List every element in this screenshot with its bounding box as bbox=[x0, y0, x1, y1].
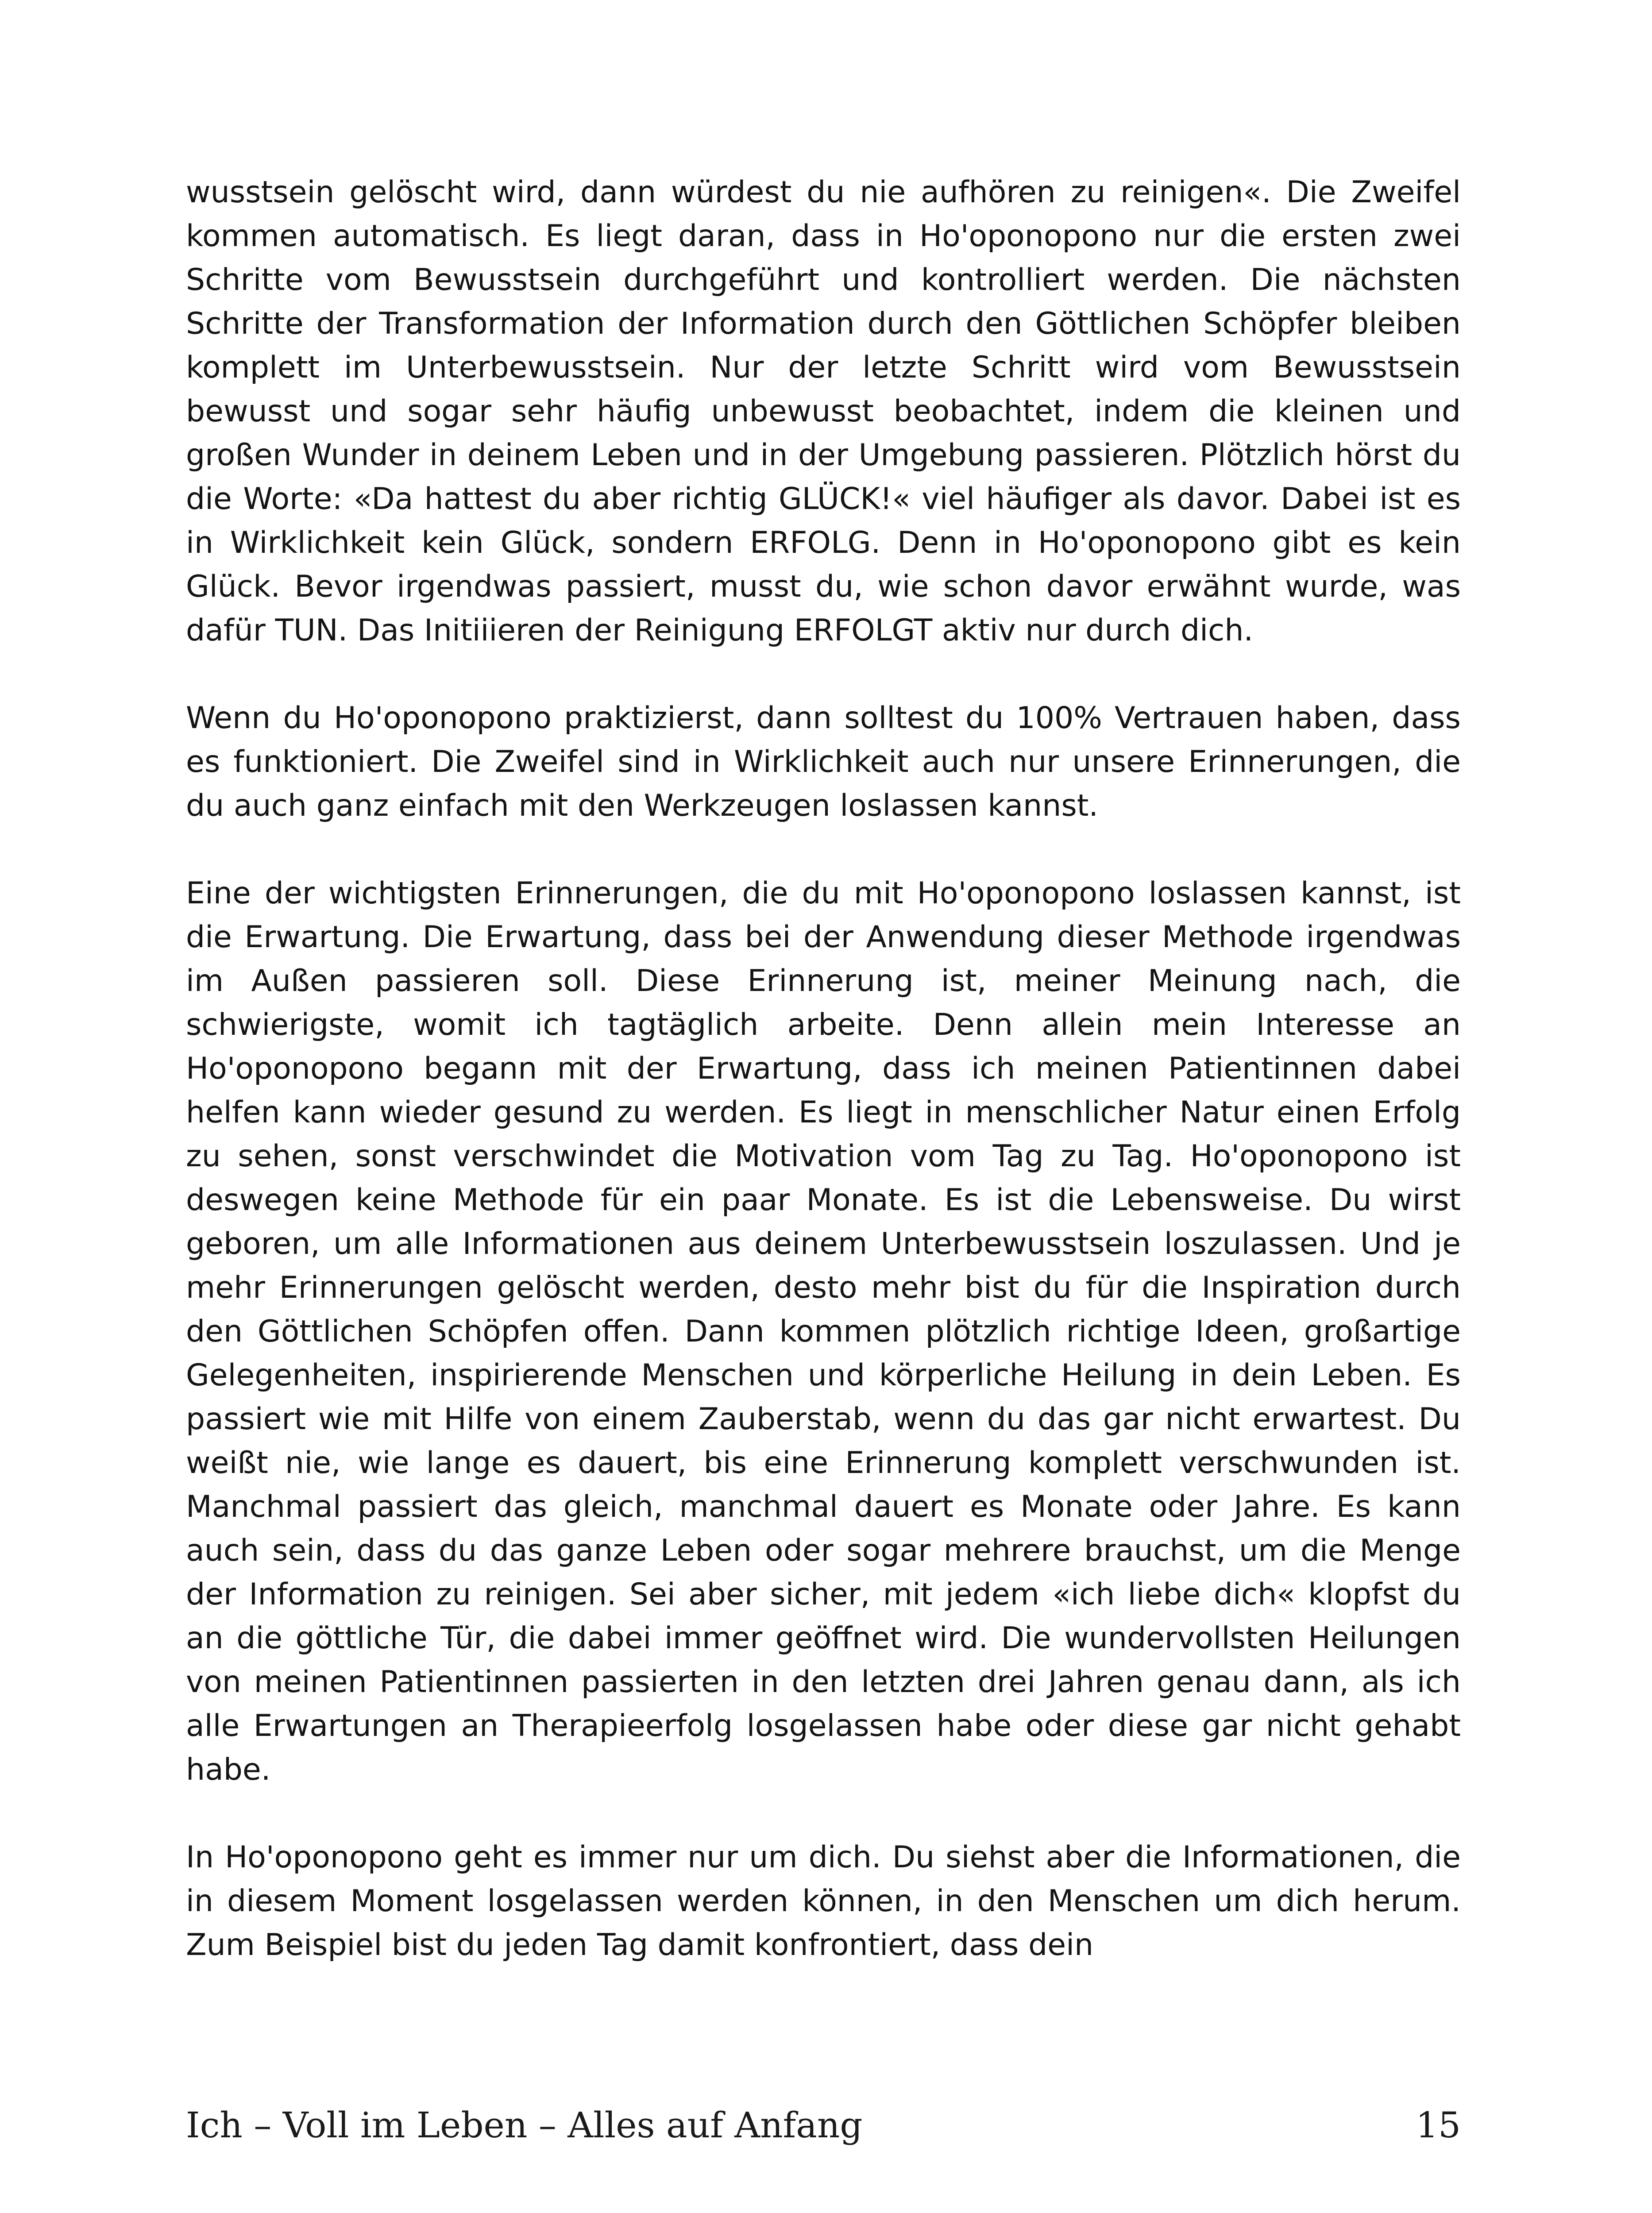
paragraph-4: In Ho'oponopono geht es immer nur um dich. Du siehst aber die Informationen, die in diesem Moment losgelassen werden können, in den Menschen um dich herum. Zum Beispiel bist du jeden Tag damit konfrontiert, dass dein bbox=[186, 1840, 1461, 1962]
paragraph-1: wusstsein gelöscht wird, dann würdest du nie aufhören zu reinigen«. Die Zweifel kommen automatisch. Es liegt daran, dass in Ho'oponopono nur die ersten zwei Schritte vom Bewusstsein durchgeführt und kontrolliert werden. Die nächsten Schritte der Transformation der Information durch den Göttlichen Schöpfer bleiben komplett im Unterbewusstsein. Nur der letzte Schritt wird vom Bewusstsein bewusst und sogar sehr häufig unbewusst beobachtet, indem die kleinen und großen Wunder in deinem Leben und in der Umgebung passieren. Plötzlich hörst du die Worte: «Da hattest du aber richtig GLÜCK!« viel häufiger als davor. Dabei ist es in Wirklichkeit kein Glück, sondern ERFOLG. Denn in Ho'oponopono gibt es kein Glück. Bevor irgendwas passiert, musst du, wie schon davor erwähnt wurde, was dafür TUN. Das Initiiieren der Reinigung ERFOLGT aktiv nur durch dich. bbox=[186, 175, 1461, 648]
paragraph-3: Eine der wichtigsten Erinnerungen, die du mit Ho'oponopono loslassen kannst, ist die Erwartung. Die Erwartung, dass bei der Anwendung dieser Methode irgendwas im Außen passieren soll. Diese Erinnerung ist, meiner Meinung nach, die schwierigste, womit ich tagtäglich arbeite. Denn allein mein Interesse an Ho'oponopono begann mit der Erwartung, dass ich meinen Patientinnen dabei helfen kann wieder gesund zu werden. Es liegt in menschlicher Natur einen Erfolg zu sehen, sonst verschwindet die Motivation vom Tag zu Tag. Ho'oponopono ist deswegen keine Methode für ein paar Monate. Es ist die Lebensweise. Du wirst geboren, um alle Informationen aus deinem Unterbewusstsein loszulassen. Und je mehr Erinnerungen gelöscht werden, desto mehr bist du für die Inspiration durch den Göttlichen Schöpfen offen. Dann kommen plötzlich richtige Ideen, großartige Gelegenheiten, inspirierende Menschen und körperliche Heilung in dein Leben. Es passiert wie mit Hilfe von einem Zauberstab, wenn du das gar nicht erwartest. Du weißt nie, wie lange es dauert, bis eine Erinnerung komplett verschwunden ist. Manchmal passiert das gleich, manchmal dauert es Monate oder Jahre. Es kann auch sein, dass du das ganze Leben oder sogar mehrere brauchst, um die Menge der Information zu reinigen. Sei aber sicher, mit jedem «ich liebe dich« klopfst du an die göttliche Tür, die dabei immer geöffnet wird. Die wundervollsten Heilungen von meinen Patientinnen passierten in den letzten drei Jahren genau dann, als ich alle Erwartungen an Therapieerfolg losgelassen habe oder diese gar nicht gehabt habe. bbox=[186, 876, 1461, 1787]
body-text bbox=[186, 170, 1461, 1967]
paragraph-2: Wenn du Ho'oponopono praktizierst, dann solltest du 100% Vertrauen haben, dass es funktioniert. Die Zweifel sind in Wirklichkeit auch nur unsere Erinnerungen, die du auch ganz einfach mit den Werkzeugen loslassen kannst. bbox=[186, 701, 1461, 823]
running-footer-title: Ich – Voll im Leben – Alles auf Anfang bbox=[186, 2105, 863, 2146]
page-number: 15 bbox=[1416, 2105, 1461, 2146]
